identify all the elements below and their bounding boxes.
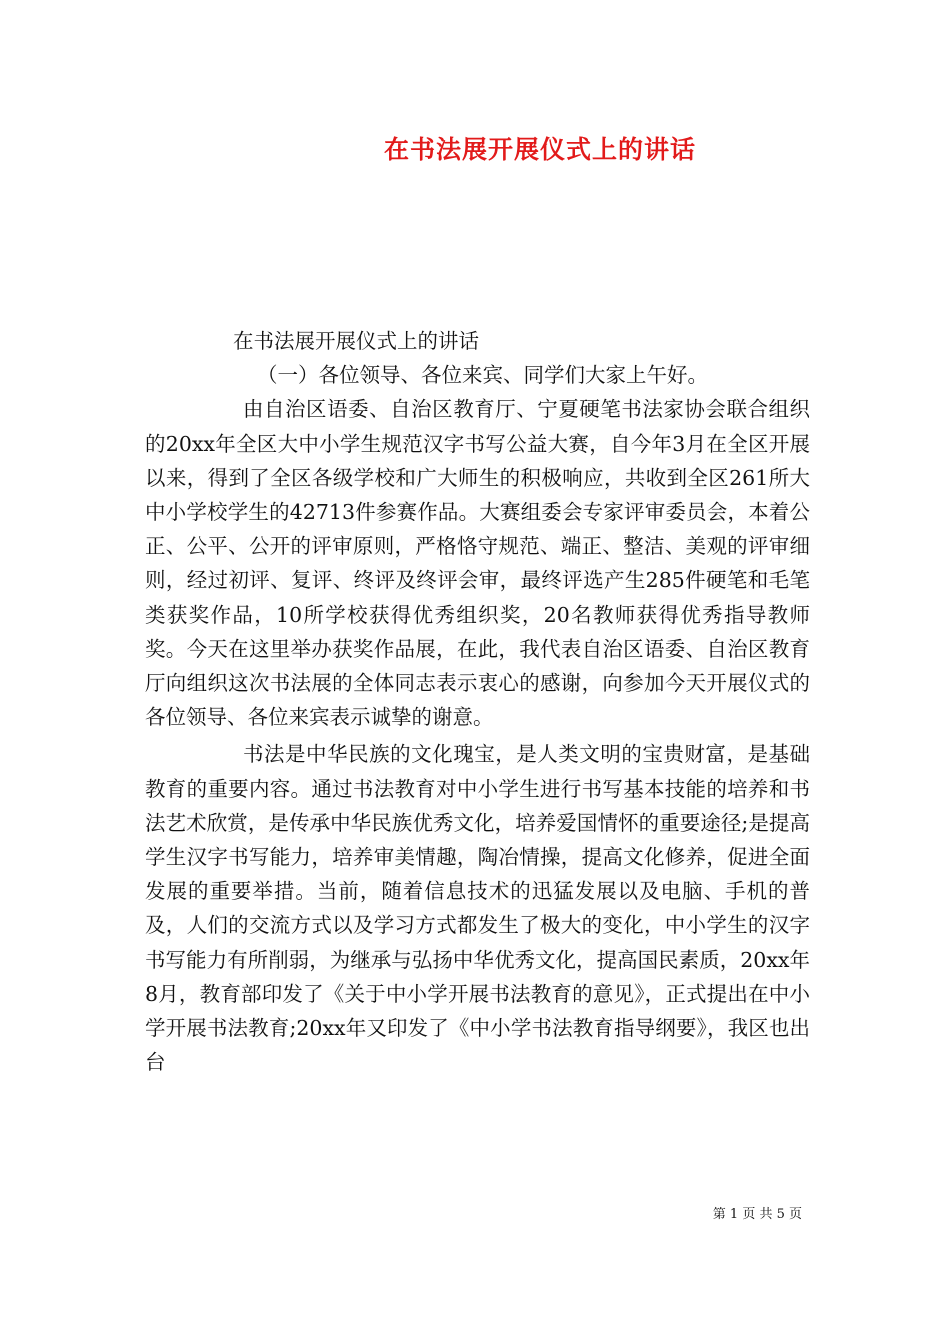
document-title: 在书法展开展仪式上的讲话 xyxy=(383,135,696,164)
paragraph-2: 书法是中华民族的文化瑰宝，是人类文明的宝贵财富，是基础教育的重要内容。通过书法教育对中小学生进行书写基本技能的培养和书法艺术欣赏，是传承中华民族优秀文化，培养爱国情怀的重要途径;是提高学生汉字书写能力，培养审美情趣，陶冶情操，提高文化修养，促进全面发展的重要举措。当前，随着信息技术的迅猛发展以及电脑、手机的普及，人们的交流方式以及学习方式都发生了极大的变化，中小学生的汉字书写能力有所削弱，为继承与弘扬中华优秀文化，提高国民素质，20xx年8月，教育部印发了《关于中小学开展书法教育的意见》，正式提出在中小学开展书法教育;20xx年又印发了《中小学书法教育指导纲要》，我区也出台 xyxy=(145,742,810,1075)
greeting-line: （一）各位领导、各位来宾、同学们大家上午好。 xyxy=(257,363,708,388)
page-number: 第 1 页 共 5 页 xyxy=(712,1207,802,1222)
paragraph-1: 由自治区语委、自治区教育厅、宁夏硬笔书法家协会联合组织的20xx年全区大中小学生规范汉字书写公益大赛，自今年3月在全区开展以来，得到了全区各级学校和广大师生的积极响应，共收到全区261所大中小学校学生的42713件参赛作品。大赛组委会专家评审委员会，本着公正、公平、公开的评审原则，严格恪守规范、端正、整洁、美观的评审细则，经过初评、复评、终评及终评会审，最终评选产生285件硬笔和毛笔类获奖作品，10所学校获得优秀组织奖，20名教师获得优秀指导教师奖。今天在这里举办获奖作品展，在此，我代表自治区语委、自治区教育厅向组织这次书法展的全体同志表示衷心的感谢，向参加今天开展仪式的各位领导、各位来宾表示诚挚的谢意。 xyxy=(145,397,810,730)
document-body xyxy=(145,324,810,1079)
speech-heading: 在书法展开展仪式上的讲话 xyxy=(233,329,479,353)
